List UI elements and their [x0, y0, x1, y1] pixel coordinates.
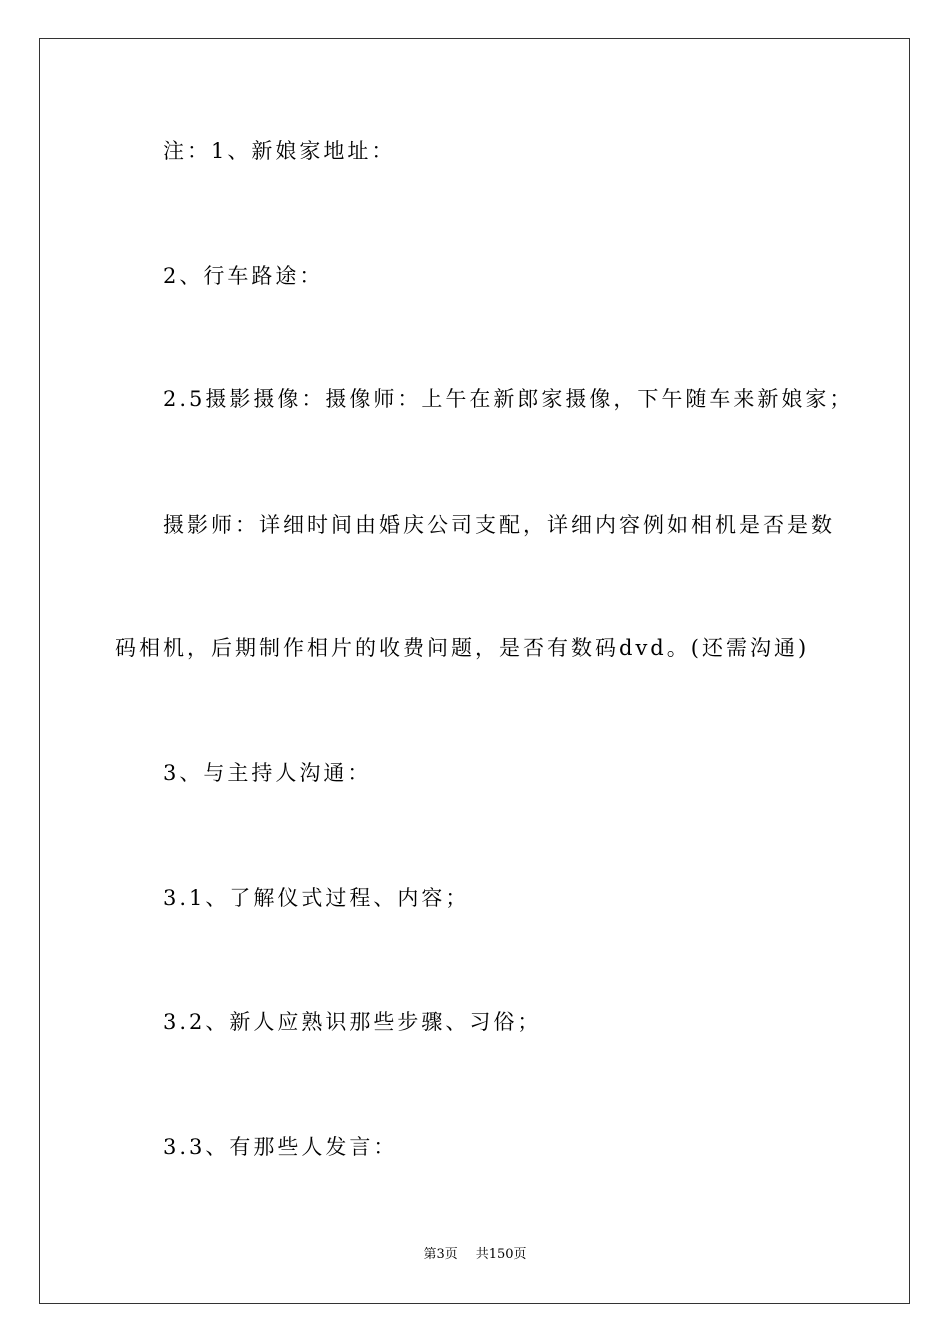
text-line-speakers: 3.3、有那些人发言： — [163, 1135, 398, 1159]
text-line-photo-video: 2.5摄影摄像：摄像师：上午在新郎家摄像，下午随车来新娘家； — [163, 387, 854, 411]
page-total: 共150页 — [475, 1247, 527, 1262]
text-line-ceremony-process: 3.1、了解仪式过程、内容； — [163, 886, 470, 910]
page-footer — [0, 1246, 950, 1264]
text-line-photographer: 摄影师：详细时间由婚庆公司支配，详细内容例如相机是否是数 — [163, 513, 835, 537]
text-line-steps-customs: 3.2、新人应熟识那些步骤、习俗； — [163, 1010, 542, 1034]
text-line-digital-camera: 码相机，后期制作相片的收费问题，是否有数码dvd。(还需沟通) — [115, 636, 810, 660]
page-number: 第3页 — [423, 1247, 458, 1262]
page-frame — [39, 38, 910, 1304]
text-line-route: 2、行车路途： — [163, 264, 324, 288]
text-line-host-communication: 3、与主持人沟通： — [163, 761, 372, 785]
text-line-note-bride-address: 注：1、新娘家地址： — [163, 139, 396, 163]
